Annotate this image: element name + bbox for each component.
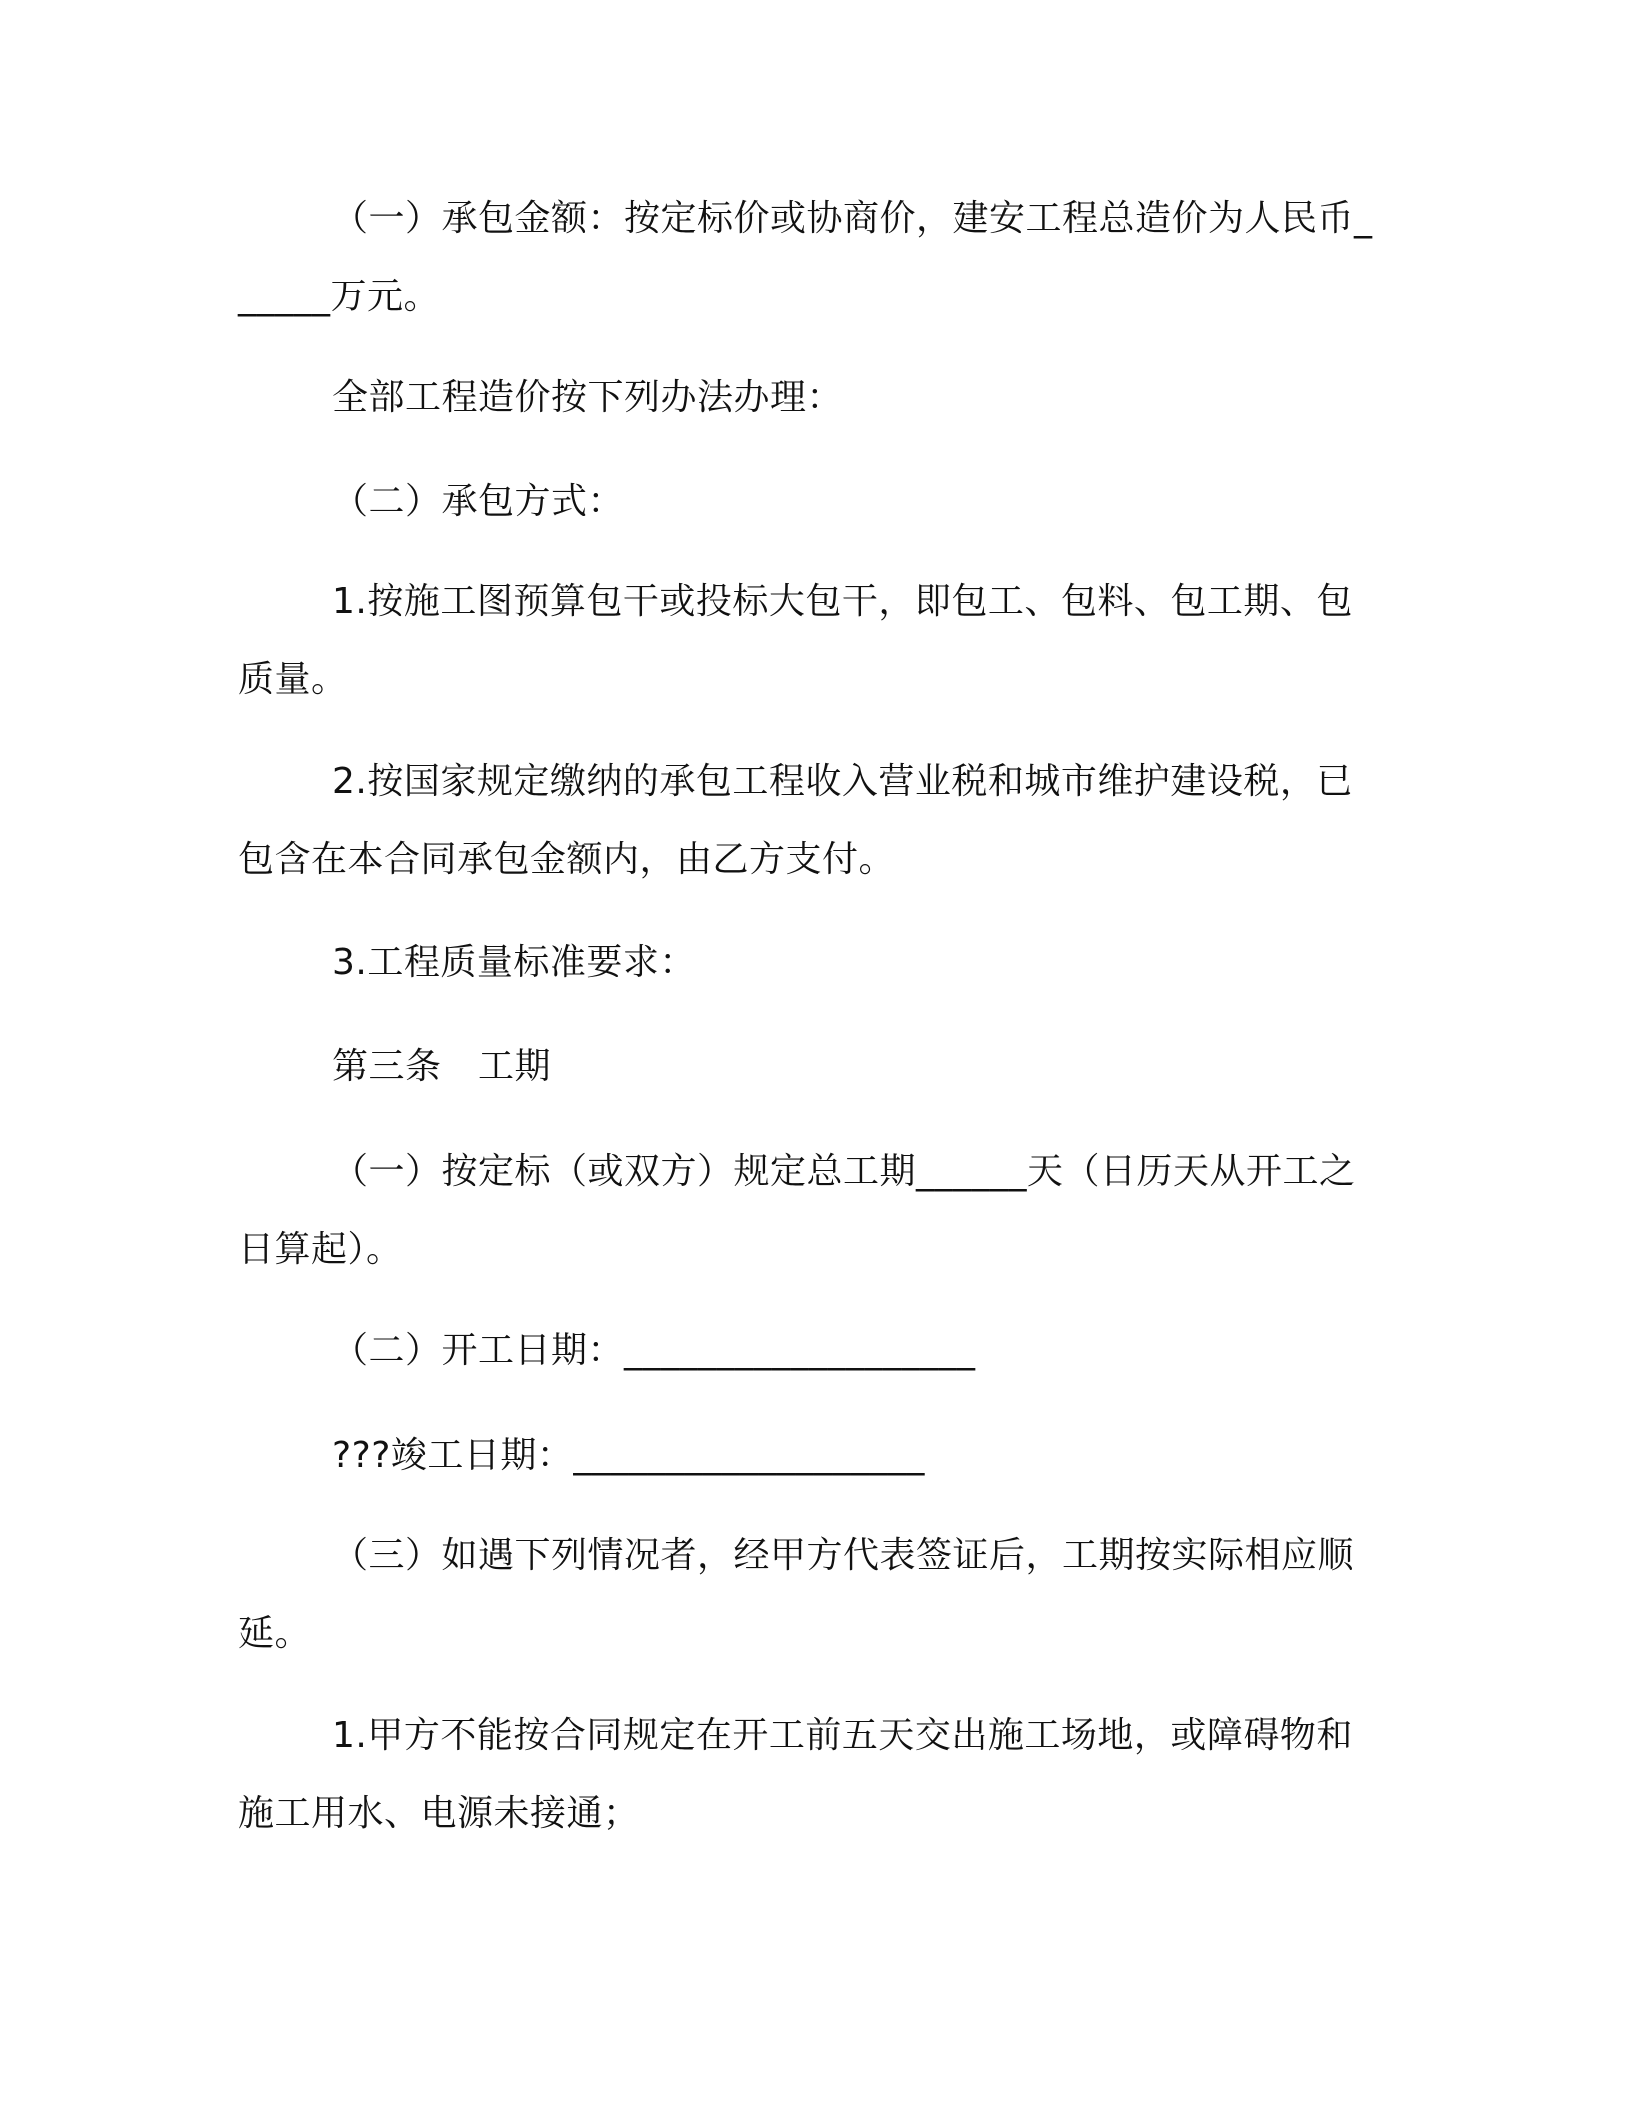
paragraph-completion-date: ???竣工日期：___________________	[332, 1435, 925, 1476]
paragraph-contract-mode-heading: （二）承包方式：	[332, 481, 625, 522]
paragraph-item-2-taxes: 2.按国家规定缴纳的承包工程收入营业税和城市维护建设税，已包含在本合同承包金额内，由乙方支付。	[238, 761, 1353, 880]
paragraph-extension-conditions: （三）如遇下列情况者，经甲方代表签证后，工期按实际相应顺延。	[238, 1535, 1355, 1654]
paragraph-item-3-quality: 3.工程质量标准要求：	[332, 942, 696, 983]
paragraph-item-1-lump-sum: 1.按施工图预算包干或投标大包干，即包工、包料、包工期、包质量。	[238, 581, 1353, 700]
paragraph-condition-1: 1.甲方不能按合同规定在开工前五天交出施工场地，或障碍物和施工用水、电源未接通；	[238, 1715, 1353, 1834]
article-3-heading: 第三条 工期	[332, 1046, 552, 1087]
paragraph-contract-amount: （一）承包金额：按定标价或协商价，建安工程总造价为人民币______万元。	[238, 198, 1373, 317]
paragraph-cost-method: 全部工程造价按下列办法办理：	[332, 377, 844, 418]
paragraph-total-duration: （一）按定标（或双方）规定总工期______天（日历天从开工之日算起）。	[238, 1151, 1356, 1270]
paragraph-start-date: （二）开工日期：___________________	[332, 1330, 976, 1371]
